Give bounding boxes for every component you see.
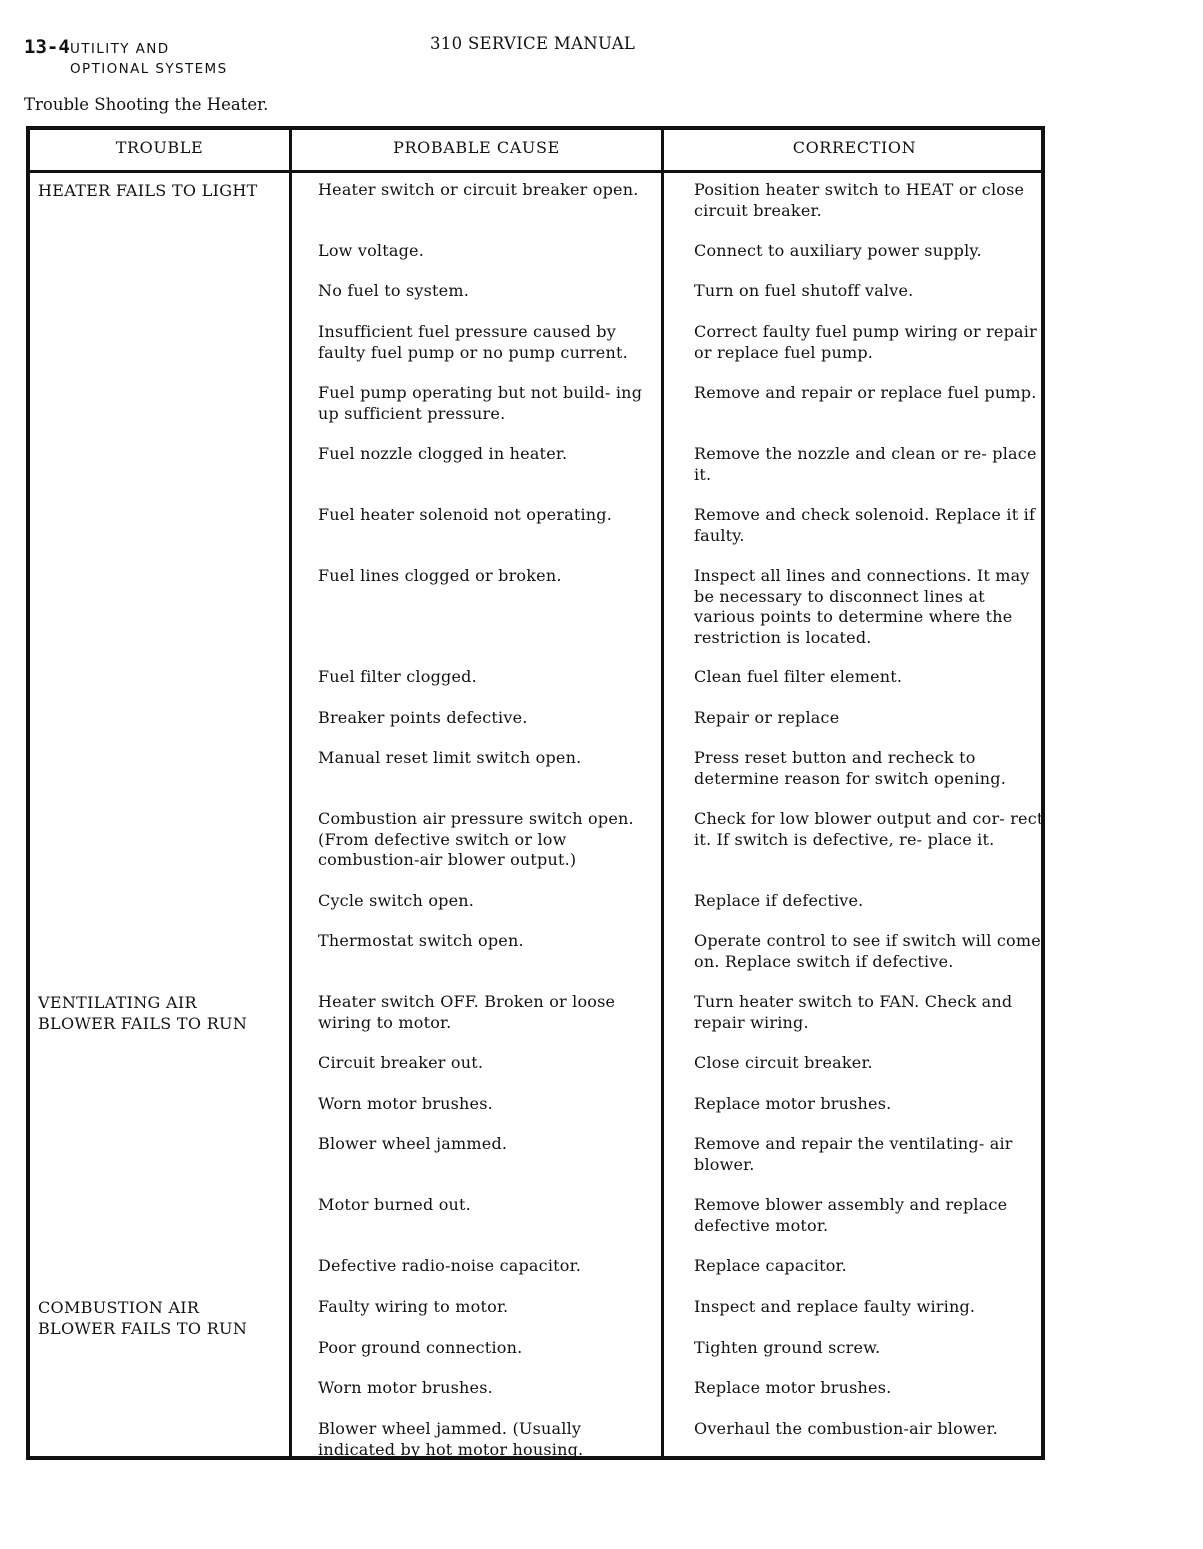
section-title [70, 39, 228, 79]
correction-cell: Tighten ground screw. [694, 1338, 881, 1357]
correction-cell: Close circuit breaker. [694, 1053, 873, 1072]
correction-cell: Remove and repair or replace fuel pump. [694, 383, 1037, 402]
cause-cell: Insufficient fuel pressure caused by faulty fuel pump or no pump current. [318, 322, 628, 362]
correction-cell: Clean fuel filter element. [694, 667, 903, 686]
cause-cell: Poor ground connection. [318, 1338, 523, 1357]
cause-cell: Breaker points defective. [318, 708, 528, 727]
manual-title: 310 SERVICE MANUAL [430, 34, 636, 53]
cause-cell: Low voltage. [318, 241, 424, 260]
cause-cell: Heater switch or circuit breaker open. [318, 180, 639, 199]
column-header-correction: CORRECTION [792, 138, 917, 157]
cause-cell: Fuel nozzle clogged in heater. [318, 444, 568, 463]
cause-cell: Combustion air pressure switch open. (From defective switch or low combustion-air blower output.) [318, 809, 634, 869]
cause-cell: Fuel lines clogged or broken. [318, 566, 562, 585]
correction-cell: Overhaul the combustion-air blower. [694, 1419, 998, 1438]
cause-cell: Worn motor brushes. [318, 1094, 493, 1113]
correction-cell: Turn on fuel shutoff valve. [694, 281, 914, 300]
trouble-combustion-air-blower: COMBUSTION AIR BLOWER FAILS TO RUN [38, 1298, 248, 1338]
section-title-line-1: UTILITY AND [70, 41, 170, 57]
correction-cell: Press reset button and recheck to determine reason for switch opening. [694, 748, 1006, 788]
table-caption: Trouble Shooting the Heater. [24, 95, 269, 114]
correction-cell: Remove and check solenoid. Replace it if faulty. [694, 505, 1036, 545]
cause-cell: Blower wheel jammed. (Usually indicated by hot motor housing. [318, 1419, 584, 1459]
cause-cell: Circuit breaker out. [318, 1053, 484, 1072]
section-title-line-2: OPTIONAL SYSTEMS [70, 61, 228, 77]
correction-cell: Replace capacitor. [694, 1256, 847, 1275]
cause-cell: Faulty wiring to motor. [318, 1297, 509, 1316]
correction-cell: Remove blower assembly and replace defective motor. [694, 1195, 1008, 1235]
cause-cell: Fuel filter clogged. [318, 667, 477, 686]
cause-cell: Worn motor brushes. [318, 1378, 493, 1397]
correction-cell: Replace motor brushes. [694, 1378, 892, 1397]
cause-cell: Manual reset limit switch open. [318, 748, 582, 767]
troubleshooting-table [26, 126, 1045, 1460]
cause-cell: Thermostat switch open. [318, 931, 524, 950]
cause-cell: Fuel pump operating but not build- ing up sufficient pressure. [318, 383, 643, 423]
correction-cell: Check for low blower output and cor- rect it. If switch is defective, re- place it. [694, 809, 1044, 849]
cause-cell: Fuel heater solenoid not operating. [318, 505, 612, 524]
correction-cell: Inspect and replace faulty wiring. [694, 1297, 976, 1316]
column-divider [661, 130, 664, 1456]
trouble-ventilating-air-blower: VENTILATING AIR BLOWER FAILS TO RUN [38, 993, 248, 1033]
cause-cell: Heater switch OFF. Broken or loose wiring to motor. [318, 992, 616, 1032]
column-header-trouble: TROUBLE [115, 138, 204, 157]
cause-cell: Motor burned out. [318, 1195, 471, 1214]
cause-cell: No fuel to system. [318, 281, 469, 300]
correction-cell: Correct faulty fuel pump wiring or repair or replace fuel pump. [694, 322, 1037, 362]
correction-cell: Turn heater switch to FAN. Check and repair wiring. [694, 992, 1013, 1032]
correction-cell: Repair or replace [694, 708, 840, 727]
trouble-heater-fails-to-light: HEATER FAILS TO LIGHT [38, 181, 258, 200]
correction-cell: Connect to auxiliary power supply. [694, 241, 982, 260]
cause-cell: Blower wheel jammed. [318, 1134, 508, 1153]
header-divider [30, 170, 1041, 173]
column-header-probable-cause: PROBABLE CAUSE [393, 138, 560, 157]
correction-cell: Remove and repair the ventilating- air blower. [694, 1134, 1013, 1174]
page-number: 13-4 [24, 36, 70, 58]
column-divider [289, 130, 292, 1456]
correction-cell: Replace motor brushes. [694, 1094, 892, 1113]
correction-cell: Position heater switch to HEAT or close circuit breaker. [694, 180, 1025, 220]
correction-cell: Operate control to see if switch will come on. Replace switch if defective. [694, 931, 1041, 971]
cause-cell: Defective radio-noise capacitor. [318, 1256, 581, 1275]
correction-cell: Replace if defective. [694, 891, 864, 910]
correction-cell: Remove the nozzle and clean or re- place it. [694, 444, 1037, 484]
correction-cell: Inspect all lines and connections. It may be necessary to disconnect lines at various points to determine where the restriction is located. [694, 566, 1030, 647]
cause-cell: Cycle switch open. [318, 891, 475, 910]
